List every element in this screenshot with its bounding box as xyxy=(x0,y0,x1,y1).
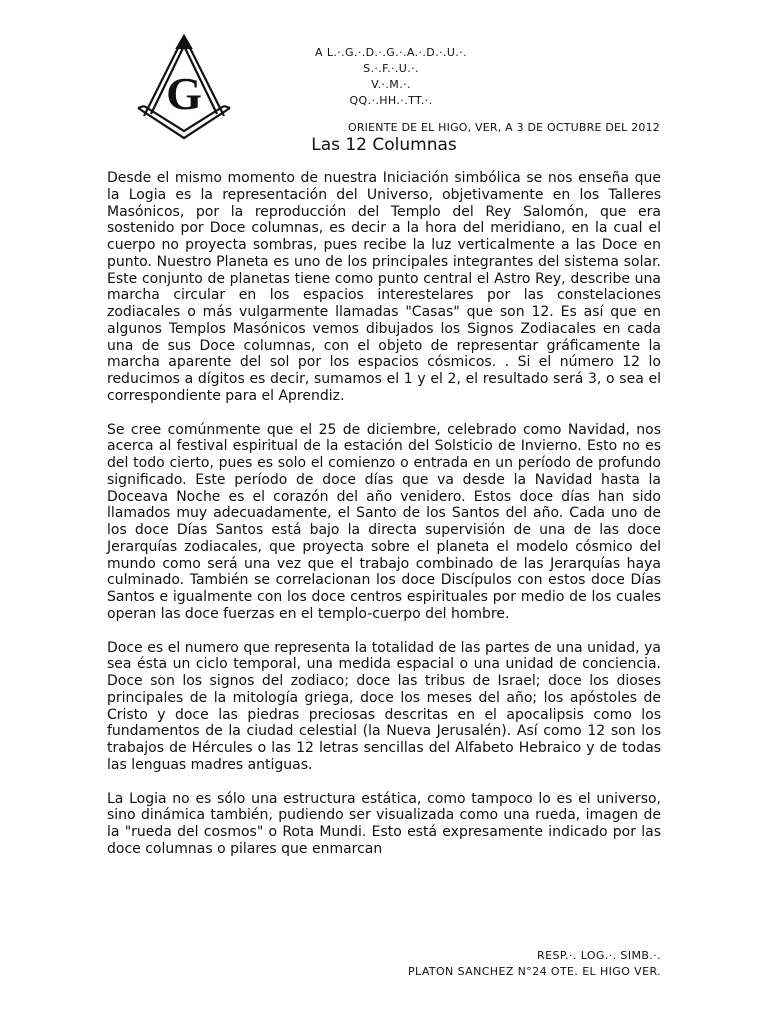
header-line: S.·.F.·.U.·. xyxy=(363,62,419,75)
paragraph: Desde el mismo momento de nuestra Iniciación simbólica se nos enseña que la Logia es la representación del Universo, objetivamente en los Talleres Masónicos, por la reproducción del Templo del Rey Salomón, que era sostenido por Doce columnas, es decir a la hora del meridiano, en la cual el cuerpo no proyecta sombras, pues recibe la luz verticalmente a las Doce en punto. Nuestro Planeta es uno de los principales integrantes del sistema solar. Este conjunto de planetas tiene como punto central el Astro Rey, describe una marcha circular en los espacios interestelares por las constelaciones zodiacales o más vulgarmente llamadas "Casas" que son 12. Es así que en algunos Templos Masónicos vemos dibujados los Signos Zodiacales en cada una de sus Doce columnas, con el objeto de representar gráficamente la marcha aparente del sol por los espacios cósmicos. . Si el número 12 lo reducimos a dígitos es decir, sumamos el 1 y el 2, el resultado será 3, o sea el correspondiente para el Aprendiz. xyxy=(107,170,661,404)
lodge-header xyxy=(250,45,532,109)
emblem-letter: G xyxy=(166,68,202,119)
paragraph: Se cree comúnmente que el 25 de diciembre, celebrado como Navidad, nos acerca al festival espiritual de la estación del Solsticio de Invierno. Esto no es del todo cierto, pues es solo el comienzo o entrada en un período de profundo significado. Este período de doce días que va desde la Navidad hasta la Doceava Noche es el corazón del año venidero. Estos doce días han sido llamados muy adecuadamente, el Santo de los Santos del año. Cada uno de los doce Días Santos está bajo la directa supervisión de una de las doce Jerarquías zodiacales, que proyecta sobre el planeta el modelo cósmico del mundo como será una vez que el trabajo combinado de las Jerarquías haya culminado. También se correlacionan los doce Discípulos con estos doce Días Santos e igualmente con los doce centros espirituales por medio de los cuales operan las doce fuerzas en el templo-cuerpo del hombre. xyxy=(107,421,661,622)
header-line: V.·.M.·. xyxy=(371,78,411,91)
document-body xyxy=(107,170,661,875)
footer-line: RESP.·. LOG.·. SIMB.·. xyxy=(537,949,661,962)
header-line: QQ.·.HH.·.TT.·. xyxy=(349,94,433,107)
footer-signature xyxy=(408,948,661,980)
paragraph: Doce es el numero que representa la totalidad de las partes de una unidad, ya sea ésta un ciclo temporal, una medida espacial o una unidad de conciencia. Doce son los signos del zodiaco; doce las tribus de Israel; doce los dioses principales de la mitología griega, doce los meses del año; los apóstoles de Cristo y doce las piedras preciosas descritas en el apocalipsis como los fundamentos de la ciudad celestial (la Nueva Jerusalén). Así como 12 son los trabajos de Hércules o las 12 letras sencillas del Alfabeto Hebraico y de todas las lenguas madres antiguas. xyxy=(107,639,661,773)
square-and-compasses-icon xyxy=(132,34,236,142)
footer-line: PLATON SANCHEZ N°24 OTE. EL HIGO VER. xyxy=(408,965,661,978)
paragraph: La Logia no es sólo una estructura estática, como tampoco lo es el universo, sino dinámica también, pudiendo ser visualizada como una rueda, imagen de la "rueda del cosmos" o Rota Mundi. Esto está expresamente indicado por las doce columnas o pilares que enmarcan xyxy=(107,790,661,857)
page-title: Las 12 Columnas xyxy=(311,135,457,155)
date-line: ORIENTE DE EL HIGO, VER, A 3 DE OCTUBRE DEL 2012 xyxy=(347,121,660,134)
header-line: A L.·.G.·.D.·.G.·.A.·.D.·.U.·. xyxy=(315,46,467,59)
